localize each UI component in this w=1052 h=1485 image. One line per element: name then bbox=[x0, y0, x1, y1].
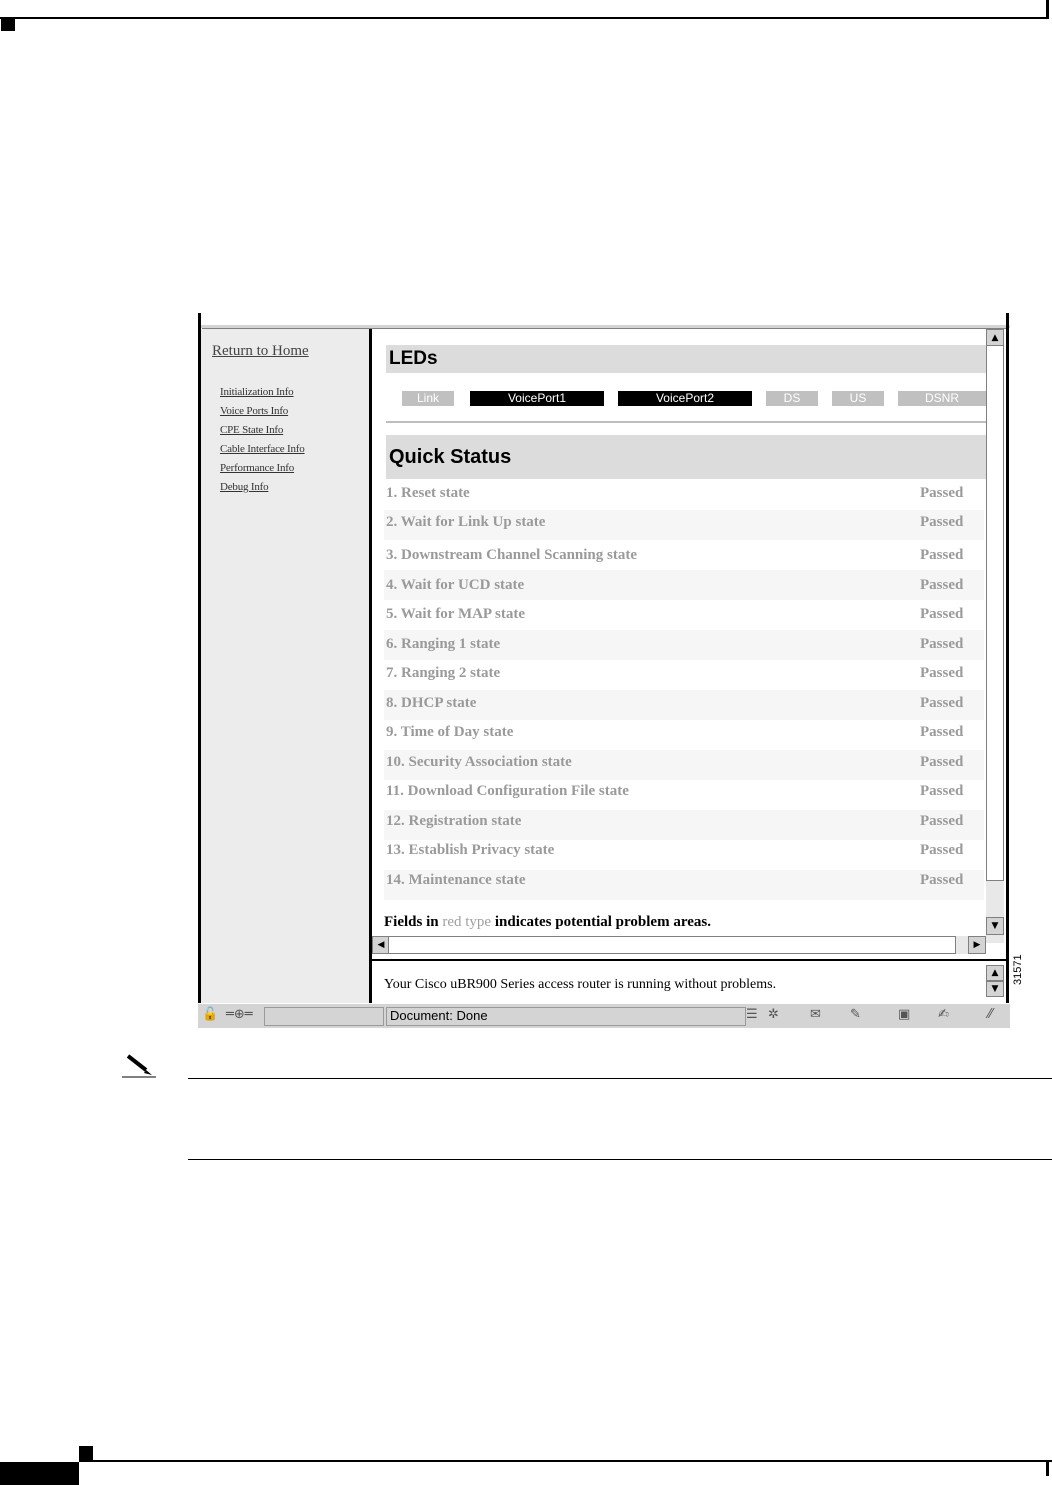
horizontal-scrollbar[interactable] bbox=[372, 936, 986, 954]
status-row bbox=[384, 660, 984, 690]
fields-note-red: red type bbox=[442, 914, 492, 930]
footer-tick bbox=[1046, 1462, 1049, 1476]
vertical-scrollbar[interactable] bbox=[986, 329, 1004, 943]
footer-marker bbox=[79, 1446, 93, 1460]
note-rule-bottom bbox=[188, 1159, 1052, 1160]
nav-initialization-info[interactable]: Initialization Info bbox=[220, 386, 294, 398]
lock-icon: 🔓 bbox=[202, 1007, 219, 1022]
nav-debug-info[interactable]: Debug Info bbox=[220, 481, 269, 493]
main-content bbox=[372, 329, 986, 943]
status-row bbox=[384, 690, 984, 720]
status-row bbox=[384, 570, 984, 600]
led-link: Link bbox=[402, 391, 454, 406]
scroll-left-arrow-icon[interactable]: ◀ bbox=[372, 936, 390, 954]
led-ds: DS bbox=[766, 391, 818, 406]
status-label: 1. Reset state bbox=[386, 485, 470, 501]
message-scroll-down-icon[interactable]: ▼ bbox=[986, 981, 1004, 997]
status-value: Passed bbox=[920, 783, 964, 799]
nav-voice-ports-info[interactable]: Voice Ports Info bbox=[220, 405, 289, 417]
status-value: Passed bbox=[920, 813, 964, 829]
status-row bbox=[384, 630, 984, 660]
status-message: Your Cisco uBR900 Series access router is running without problems. bbox=[384, 977, 777, 992]
status-value: Passed bbox=[920, 695, 964, 711]
status-row bbox=[384, 780, 984, 810]
scroll-up-arrow-icon[interactable]: ▲ bbox=[986, 329, 1004, 347]
led-bar bbox=[386, 377, 986, 423]
status-row bbox=[384, 810, 984, 840]
status-value: Passed bbox=[920, 606, 964, 622]
status-row bbox=[384, 540, 984, 570]
status-value: Passed bbox=[920, 547, 964, 563]
status-value: Passed bbox=[920, 724, 964, 740]
mail-icon[interactable]: ✉ bbox=[810, 1007, 821, 1022]
status-row bbox=[384, 510, 984, 540]
status-value: Passed bbox=[920, 577, 964, 593]
browser-screenshot-figure bbox=[198, 313, 1010, 1027]
fields-note bbox=[384, 914, 711, 931]
note-rule-top bbox=[188, 1078, 1052, 1079]
fields-note-prefix: Fields in bbox=[384, 914, 443, 930]
status-label: 2. Wait for Link Up state bbox=[386, 514, 546, 530]
status-label: 14. Maintenance state bbox=[386, 872, 526, 888]
composer-icon[interactable]: ▣ bbox=[898, 1007, 911, 1022]
status-label: 8. DHCP state bbox=[386, 695, 477, 711]
quick-status-heading: Quick Status bbox=[386, 435, 986, 479]
grip-icon: ☰ bbox=[746, 1007, 758, 1022]
return-home-link[interactable]: Return to Home bbox=[212, 343, 309, 359]
discussion-icon[interactable]: ✎ bbox=[850, 1007, 861, 1022]
status-label: 11. Download Configuration File state bbox=[386, 783, 629, 799]
note-pencil-icon bbox=[120, 1050, 156, 1078]
status-label: 9. Time of Day state bbox=[386, 724, 514, 740]
header-marker bbox=[1, 19, 15, 31]
status-value: Passed bbox=[920, 636, 964, 652]
scroll-right-arrow-icon[interactable]: ▶ bbox=[968, 936, 986, 954]
header-rule bbox=[0, 17, 1048, 19]
horizontal-scroll-thumb[interactable] bbox=[388, 936, 956, 954]
navigator-icon[interactable]: ✲ bbox=[768, 1007, 779, 1022]
footer-rule bbox=[79, 1460, 1052, 1462]
status-text: Document: Done bbox=[390, 1008, 488, 1023]
sidebar bbox=[201, 329, 369, 1003]
message-scroll-up-icon[interactable]: ▲ bbox=[986, 965, 1004, 981]
resize-grip-icon[interactable]: ⁄⁄ bbox=[988, 1007, 993, 1022]
status-value: Passed bbox=[920, 842, 964, 858]
status-label: 4. Wait for UCD state bbox=[386, 577, 525, 593]
browser-status-bar bbox=[198, 1003, 1010, 1028]
status-value: Passed bbox=[920, 514, 964, 530]
status-label: 10. Security Association state bbox=[386, 754, 572, 770]
status-label: 7. Ranging 2 state bbox=[386, 665, 501, 681]
editor-icon[interactable]: ✍ bbox=[938, 1007, 949, 1022]
fields-note-suffix: indicates potential problem areas. bbox=[491, 914, 711, 930]
status-label: 12. Registration state bbox=[386, 813, 522, 829]
led-dsnr: DSNR bbox=[898, 391, 986, 406]
header-tick bbox=[1046, 0, 1049, 19]
led-voiceport1: VoicePort1 bbox=[470, 391, 604, 406]
footer-block bbox=[0, 1462, 79, 1485]
status-row bbox=[384, 481, 984, 510]
nav-performance-info[interactable]: Performance Info bbox=[220, 462, 295, 474]
status-value: Passed bbox=[920, 872, 964, 888]
message-frame bbox=[372, 959, 1006, 1005]
status-label: 13. Establish Privacy state bbox=[386, 842, 555, 858]
status-row bbox=[384, 870, 984, 900]
status-value: Passed bbox=[920, 754, 964, 770]
led-voiceport2: VoicePort2 bbox=[618, 391, 752, 406]
status-row bbox=[384, 600, 984, 630]
status-value: Passed bbox=[920, 485, 964, 501]
scroll-down-arrow-icon[interactable]: ▼ bbox=[986, 917, 1004, 935]
status-label: 3. Downstream Channel Scanning state bbox=[386, 547, 637, 563]
status-label: 6. Ranging 1 state bbox=[386, 636, 501, 652]
connection-icon: ═⊕═ bbox=[226, 1007, 253, 1022]
status-row bbox=[384, 750, 984, 780]
frame-right-edge bbox=[1006, 313, 1009, 1003]
status-value: Passed bbox=[920, 665, 964, 681]
status-row bbox=[384, 840, 984, 870]
sidebar-nav bbox=[220, 383, 305, 497]
leds-heading: LEDs bbox=[386, 345, 986, 373]
led-us: US bbox=[832, 391, 884, 406]
status-progress-cell bbox=[264, 1007, 384, 1026]
figure-number: 31571 bbox=[1012, 954, 1024, 985]
nav-cpe-state-info[interactable]: CPE State Info bbox=[220, 424, 284, 436]
status-row bbox=[384, 720, 984, 750]
vertical-scroll-thumb[interactable] bbox=[986, 345, 1004, 881]
status-label: 5. Wait for MAP state bbox=[386, 606, 526, 622]
nav-cable-interface-info[interactable]: Cable Interface Info bbox=[220, 443, 305, 455]
